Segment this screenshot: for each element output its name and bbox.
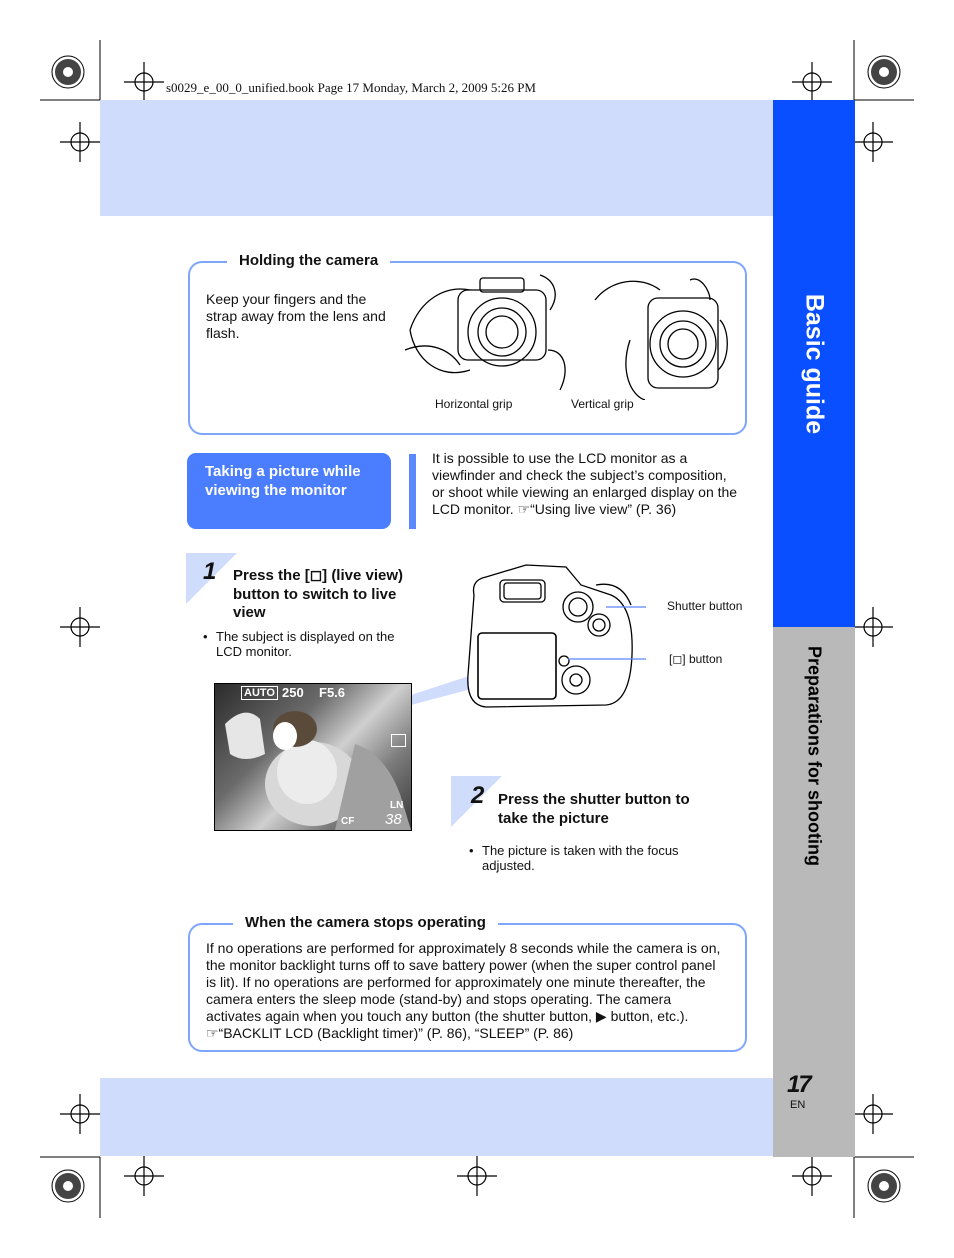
live-view-label: [187, 453, 391, 529]
camera-back-illustration: [406, 555, 646, 715]
caption-horizontal-grip: Horizontal grip: [435, 397, 513, 411]
step2-title: Press the shutter button to take the picture: [498, 791, 690, 827]
holding-camera-text: Keep your fingers and the strap away from the lens and flash.: [206, 291, 386, 341]
live-view-label-text: Taking a picture while viewing the monitor: [205, 463, 361, 499]
step2-bullet: [469, 843, 699, 873]
camera-grip-illustration: [400, 270, 740, 400]
stops-operating-text: If no operations are performed for approximately 8 seconds while the camera is on, the monitor backlight turns off to save battery power (when the super control panel is lit). If no operations are performed for approximately one minute thereafter, the camera enters the sleep mode (stand-by) and stops operating. The camera activates again when you touch any button (the shutter button, ▶ button, etc.). ☞“BACKLIT LCD (Backlight timer)” (P. 86), “SLEEP” (P. 86): [206, 940, 721, 1041]
monitor-aperture: F5.6: [319, 685, 346, 700]
live-view-description: It is possible to use the LCD monitor as a viewfinder and check the subject’s composition, or shoot while viewing an enlarged display on the LCD monitor. ☞“Using live view” (P. 36): [432, 450, 738, 517]
step2-bullet-text: The picture is taken with the focus adjusted.: [482, 843, 679, 873]
label-shutter-button: Shutter button: [667, 599, 743, 613]
sidebar-section-blue: [773, 100, 855, 627]
sidebar-title-basic-guide: Basic guide: [800, 293, 829, 434]
bullet-dot: •: [469, 843, 474, 858]
monitor-card: CF: [341, 816, 355, 827]
monitor-shutter-speed: 250: [282, 685, 304, 700]
caption-vertical-grip: Vertical grip: [571, 397, 634, 411]
metering-icon: [391, 734, 406, 747]
label-live-view-button: [◻] button: [669, 652, 723, 666]
page-number: 17: [787, 1071, 810, 1098]
stops-operating-title: When the camera stops operating: [233, 914, 498, 931]
live-view-bar: [409, 454, 416, 529]
sidebar-section-gray: [773, 627, 855, 1157]
monitor-quality: LN: [390, 800, 404, 811]
bullet-dot: •: [203, 629, 208, 644]
holding-camera-title: Holding the camera: [227, 252, 390, 269]
step1-bullet: [203, 629, 408, 659]
monitor-display: [214, 683, 412, 831]
page-language: EN: [790, 1099, 806, 1111]
monitor-mode: AUTO: [241, 686, 278, 700]
step2-number: 2: [471, 782, 485, 809]
photo-boy-and-dog: [215, 684, 411, 830]
file-info: s0029_e_00_0_unified.book Page 17 Monday, March 2, 2009 5:26 PM: [166, 80, 536, 95]
step1-number: 1: [203, 558, 217, 585]
monitor-remaining: 38: [385, 811, 402, 828]
header-band: [100, 100, 773, 216]
step1-bullet-text: The subject is displayed on the LCD monitor.: [216, 629, 395, 659]
step1-title: Press the [◻] (live view) button to switch to live view: [233, 567, 404, 621]
sidebar-title-preparations: Preparations for shooting: [804, 645, 825, 867]
footer-band: [100, 1078, 773, 1156]
